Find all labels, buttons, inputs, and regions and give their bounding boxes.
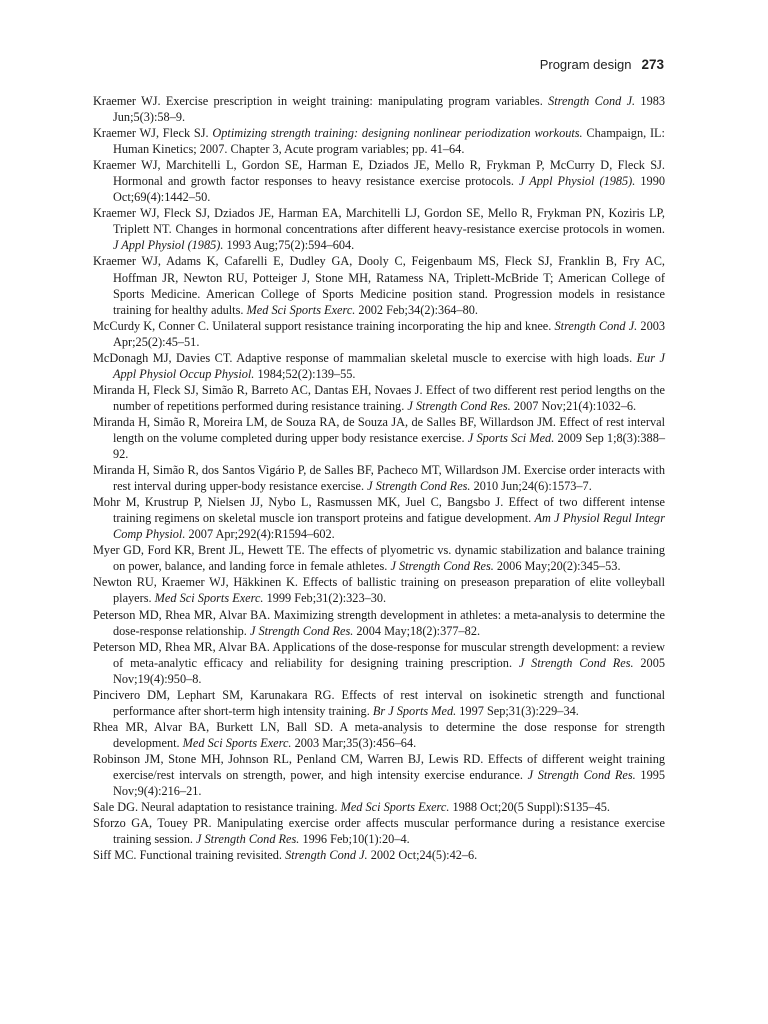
- reference-entry: [93, 350, 665, 382]
- reference-text: Peterson MD, Rhea MR, Alvar BA. Applications of the dose-response for muscular strength development: a review of meta-analytic efficacy and reliability for designing training prescription.: [93, 639, 665, 670]
- reference-entry: [93, 318, 665, 350]
- running-header: [540, 57, 664, 72]
- reference-entry: [93, 382, 665, 414]
- reference-citation: 1990 Oct;69(4):1442–50.: [113, 174, 665, 205]
- reference-text: McCurdy K, Conner C. Unilateral support resistance training incorporating the hip and knee.: [93, 318, 555, 333]
- reference-journal: Br J Sports Med.: [372, 703, 457, 718]
- reference-text: Newton RU, Kraemer WJ, Häkkinen K. Effects of ballistic training on preseason preparation of elite volleyball players.: [93, 575, 665, 606]
- reference-citation: 1997 Sep;31(3):229–34.: [456, 703, 579, 718]
- reference-text: Kraemer WJ, Fleck SJ, Dziados JE, Harman EA, Marchitelli LJ, Gordon SE, Mello R, Frykman PN, Koziris LP, Triplett NT. Changes in hormonal concentrations after different heavy-resistance exercise protocols in women.: [93, 206, 665, 237]
- reference-entry: [93, 574, 665, 606]
- reference-entry: [93, 462, 665, 494]
- reference-citation: 1984;52(2):139–55.: [254, 366, 356, 381]
- reference-entry: [93, 494, 665, 542]
- reference-text: Peterson MD, Rhea MR, Alvar BA. Maximizing strength development in athletes: a meta-analysis to determine the dose-response relationship.: [93, 607, 665, 638]
- reference-entry: [93, 687, 665, 719]
- reference-citation: 1996 Feb;10(1):20–4.: [299, 832, 410, 847]
- reference-citation: 2003 Apr;25(2):45–51.: [113, 318, 666, 349]
- reference-journal: J Appl Physiol (1985).: [518, 174, 636, 189]
- reference-text: Kraemer WJ, Fleck SJ.: [93, 126, 213, 141]
- reference-citation: 2007 Nov;21(4):1032–6.: [510, 398, 637, 413]
- reference-journal: J Strength Cond Res.: [518, 655, 634, 670]
- reference-text: Robinson JM, Stone MH, Johnson RL, Penland CM, Warren BJ, Lewis RD. Effects of different weight training exercise/rest intervals on strength, power, and high intensity exercise endurance.: [93, 751, 665, 782]
- reference-citation: 2007 Apr;292(4):R1594–602.: [185, 527, 335, 542]
- reference-text: Kraemer WJ, Marchitelli L, Gordon SE, Harman E, Dziados JE, Mello R, Frykman P, McCurry D, Fleck SJ. Hormonal and growth factor responses to heavy resistance exercise protocols.: [93, 158, 665, 189]
- reference-entry: [93, 719, 665, 751]
- reference-journal: Strength Cond J.: [554, 318, 638, 333]
- reference-text: Siff MC. Functional training revisited.: [93, 848, 286, 863]
- reference-entry: [93, 93, 665, 125]
- reference-citation: 1993 Aug;75(2):594–604.: [223, 238, 355, 253]
- reference-citation: Champaign, IL: Human Kinetics; 2007. Chapter 3, Acute program variables; pp. 41–64.: [113, 126, 665, 157]
- reference-entry: [93, 799, 665, 815]
- reference-entry: [93, 205, 665, 253]
- reference-journal: Med Sci Sports Exerc.: [182, 735, 292, 750]
- reference-text: Pincivero DM, Lephart SM, Karunakara RG. Effects of rest interval on isokinetic strength and functional performance after short-term high intensity training.: [93, 687, 665, 718]
- reference-entry: [93, 542, 665, 574]
- reference-journal: J Strength Cond Res.: [196, 832, 300, 847]
- reference-entry: [93, 639, 665, 687]
- reference-journal: J Strength Cond Res.: [527, 767, 636, 782]
- reference-citation: 1983 Jun;5(3):58–9.: [113, 94, 666, 125]
- reference-citation: 2010 Jun;24(6):1573–7.: [470, 479, 592, 494]
- reference-text: Mohr M, Krustrup P, Nielsen JJ, Nybo L, Rasmussen MK, Juel C, Bangsbo J. Effect of two different intense training regimens on skeletal muscle ion transport proteins and fatigue development.: [93, 495, 665, 526]
- reference-citation: 2002 Feb;34(2):364–80.: [355, 302, 478, 317]
- reference-journal: Strength Cond J.: [285, 848, 368, 863]
- reference-journal: Med Sci Sports Exerc.: [340, 800, 450, 815]
- reference-citation: 2003 Mar;35(3):456–64.: [291, 735, 417, 750]
- reference-journal: Med Sci Sports Exerc.: [154, 591, 264, 606]
- reference-list: [93, 93, 665, 863]
- reference-entry: [93, 607, 665, 639]
- reference-journal: J Sports Sci Med.: [467, 430, 555, 445]
- reference-journal: J Strength Cond Res.: [249, 623, 354, 638]
- reference-journal: Med Sci Sports Exerc.: [246, 302, 356, 317]
- reference-text: Kraemer WJ. Exercise prescription in weight training: manipulating program variables.: [93, 94, 549, 108]
- reference-citation: 2005 Nov;19(4):950–8.: [113, 655, 665, 686]
- reference-citation: 1995 Nov;9(4):216–21.: [113, 767, 666, 799]
- reference-text: Kraemer WJ, Adams K, Cafarelli E, Dudley GA, Dooly C, Feigenbaum MS, Fleck SJ, Franklin B, Fry AC, Hoffman JR, Newton RU, Potteiger J, Stone MH, Ratamess NA, Triplett-McBride T; American College of Sports Medicine. American College of Sports Medicine position stand. Progression models in resistance training for healthy adults.: [93, 254, 665, 317]
- reference-entry: [93, 414, 665, 462]
- reference-journal: Am J Physiol Regul Integr Comp Physiol.: [113, 511, 665, 542]
- reference-citation: 2004 May;18(2):377–82.: [353, 623, 481, 638]
- reference-text: Sale DG. Neural adaptation to resistance training.: [93, 800, 341, 815]
- reference-entry: [93, 847, 665, 863]
- reference-citation: 2002 Oct;24(5):42–6.: [367, 848, 478, 863]
- reference-citation: 2009 Sep 1;8(3):388–92.: [113, 430, 665, 462]
- reference-text: Myer GD, Ford KR, Brent JL, Hewett TE. The effects of plyometric vs. dynamic stabilization and balance training on power, balance, and landing force in female athletes.: [93, 543, 665, 574]
- reference-journal: J Appl Physiol (1985).: [113, 238, 224, 253]
- reference-entry: [93, 815, 665, 847]
- reference-entry: [93, 253, 665, 317]
- reference-text: Miranda H, Simão R, Moreira LM, de Souza RA, de Souza JA, de Salles BF, Willardson JM. Effect of rest interval length on the volume completed during upper body resistance exercise.: [93, 414, 665, 445]
- reference-text: Rhea MR, Alvar BA, Burkett LN, Ball SD. A meta-analysis to determine the dose response for strength development.: [93, 719, 665, 750]
- reference-citation: 2006 May;20(2):345–53.: [493, 559, 621, 574]
- reference-text: McDonagh MJ, Davies CT. Adaptive response of mammalian skeletal muscle to exercise with high loads.: [93, 350, 637, 365]
- reference-citation: 1988 Oct;20(5 Suppl):S135–45.: [449, 800, 610, 815]
- reference-entry: [93, 751, 665, 799]
- reference-text: Sforzo GA, Touey PR. Manipulating exercise order affects muscular performance during a resistance exercise training session.: [93, 816, 665, 847]
- reference-journal: Strength Cond J.: [548, 94, 636, 108]
- section-title: Program design: [539, 57, 632, 72]
- reference-journal: J Strength Cond Res.: [390, 559, 494, 574]
- reference-journal: J Strength Cond Res.: [367, 479, 471, 494]
- reference-journal: J Strength Cond Res.: [407, 398, 511, 413]
- reference-citation: 1999 Feb;31(2):323–30.: [263, 591, 387, 606]
- reference-journal: Eur J Appl Physiol Occup Physiol.: [113, 350, 665, 381]
- reference-entry: [93, 157, 665, 205]
- reference-text: Miranda H, Simão R, dos Santos Vigário P, de Salles BF, Pacheco MT, Willardson JM. Exercise order interacts with rest interval during upper-body resistance exercise.: [93, 463, 665, 494]
- reference-entry: [93, 125, 665, 157]
- page-number: 273: [641, 57, 664, 72]
- reference-text: Miranda H, Fleck SJ, Simão R, Barreto AC, Dantas EH, Novaes J. Effect of two different rest period lengths on the number of repetitions performed during resistance training.: [93, 382, 665, 413]
- reference-journal: Optimizing strength training: designing nonlinear periodization workouts.: [212, 126, 583, 141]
